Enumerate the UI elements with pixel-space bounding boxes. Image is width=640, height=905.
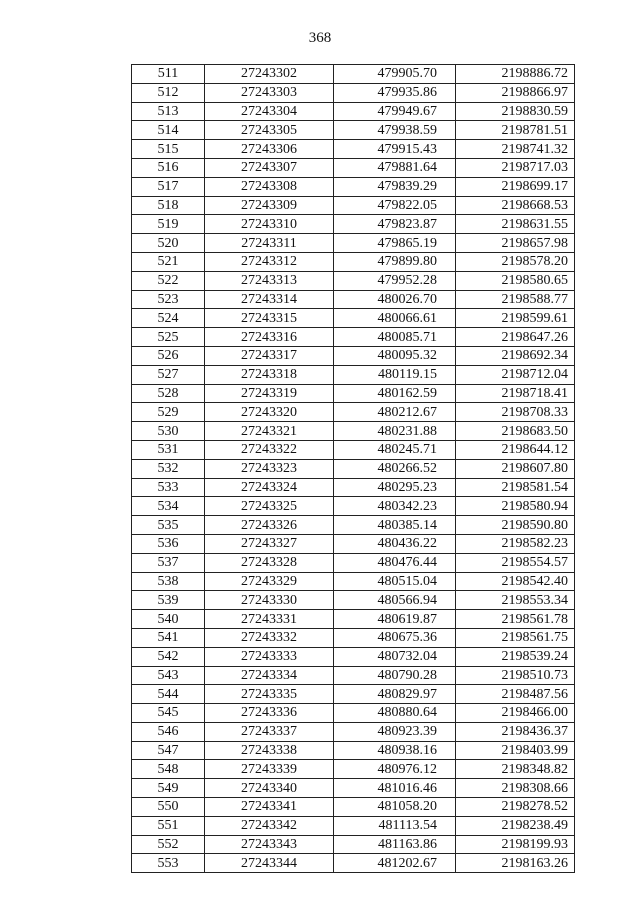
point-id-cell: 27243327 bbox=[205, 534, 334, 553]
y-coordinate-cell: 2198599.61 bbox=[456, 309, 575, 328]
table-row bbox=[132, 121, 575, 140]
y-coordinate-cell: 2198668.53 bbox=[456, 196, 575, 215]
table-row bbox=[132, 65, 575, 84]
point-number-cell: 547 bbox=[132, 741, 205, 760]
point-number-cell: 550 bbox=[132, 798, 205, 817]
table-row bbox=[132, 685, 575, 704]
point-number-cell: 541 bbox=[132, 628, 205, 647]
point-number-cell: 525 bbox=[132, 328, 205, 347]
x-coordinate-cell: 479822.05 bbox=[334, 196, 456, 215]
y-coordinate-cell: 2198582.23 bbox=[456, 534, 575, 553]
table-row bbox=[132, 779, 575, 798]
point-id-cell: 27243342 bbox=[205, 816, 334, 835]
point-id-cell: 27243308 bbox=[205, 177, 334, 196]
x-coordinate-cell: 480026.70 bbox=[334, 290, 456, 309]
x-coordinate-cell: 479899.80 bbox=[334, 252, 456, 271]
point-id-cell: 27243318 bbox=[205, 365, 334, 384]
table-row bbox=[132, 816, 575, 835]
point-id-cell: 27243344 bbox=[205, 854, 334, 873]
point-id-cell: 27243310 bbox=[205, 215, 334, 234]
point-id-cell: 27243339 bbox=[205, 760, 334, 779]
point-number-cell: 521 bbox=[132, 252, 205, 271]
point-id-cell: 27243326 bbox=[205, 516, 334, 535]
table-row bbox=[132, 177, 575, 196]
point-number-cell: 552 bbox=[132, 835, 205, 854]
y-coordinate-cell: 2198542.40 bbox=[456, 572, 575, 591]
x-coordinate-cell: 480231.88 bbox=[334, 422, 456, 441]
point-number-cell: 543 bbox=[132, 666, 205, 685]
y-coordinate-cell: 2198631.55 bbox=[456, 215, 575, 234]
point-number-cell: 523 bbox=[132, 290, 205, 309]
x-coordinate-cell: 480342.23 bbox=[334, 497, 456, 516]
point-id-cell: 27243325 bbox=[205, 497, 334, 516]
x-coordinate-cell: 479905.70 bbox=[334, 65, 456, 84]
x-coordinate-cell: 479839.29 bbox=[334, 177, 456, 196]
table-row bbox=[132, 534, 575, 553]
table-row bbox=[132, 422, 575, 441]
x-coordinate-cell: 480295.23 bbox=[334, 478, 456, 497]
point-id-cell: 27243323 bbox=[205, 459, 334, 478]
table-row bbox=[132, 572, 575, 591]
point-number-cell: 513 bbox=[132, 102, 205, 121]
y-coordinate-cell: 2198718.41 bbox=[456, 384, 575, 403]
point-id-cell: 27243330 bbox=[205, 591, 334, 610]
y-coordinate-cell: 2198238.49 bbox=[456, 816, 575, 835]
point-number-cell: 540 bbox=[132, 610, 205, 629]
point-number-cell: 522 bbox=[132, 271, 205, 290]
x-coordinate-cell: 479952.28 bbox=[334, 271, 456, 290]
y-coordinate-cell: 2198886.72 bbox=[456, 65, 575, 84]
x-coordinate-cell: 480566.94 bbox=[334, 591, 456, 610]
y-coordinate-cell: 2198199.93 bbox=[456, 835, 575, 854]
point-number-cell: 535 bbox=[132, 516, 205, 535]
point-number-cell: 529 bbox=[132, 403, 205, 422]
point-id-cell: 27243319 bbox=[205, 384, 334, 403]
table-row bbox=[132, 83, 575, 102]
y-coordinate-cell: 2198580.94 bbox=[456, 497, 575, 516]
x-coordinate-cell: 480266.52 bbox=[334, 459, 456, 478]
x-coordinate-cell: 480119.15 bbox=[334, 365, 456, 384]
table-row bbox=[132, 760, 575, 779]
point-id-cell: 27243313 bbox=[205, 271, 334, 290]
point-id-cell: 27243305 bbox=[205, 121, 334, 140]
table-row bbox=[132, 328, 575, 347]
point-id-cell: 27243329 bbox=[205, 572, 334, 591]
y-coordinate-cell: 2198581.54 bbox=[456, 478, 575, 497]
point-number-cell: 546 bbox=[132, 722, 205, 741]
x-coordinate-cell: 480385.14 bbox=[334, 516, 456, 535]
point-id-cell: 27243320 bbox=[205, 403, 334, 422]
point-id-cell: 27243332 bbox=[205, 628, 334, 647]
table-row bbox=[132, 704, 575, 723]
y-coordinate-cell: 2198866.97 bbox=[456, 83, 575, 102]
point-number-cell: 545 bbox=[132, 704, 205, 723]
y-coordinate-cell: 2198554.57 bbox=[456, 553, 575, 572]
y-coordinate-cell: 2198692.34 bbox=[456, 346, 575, 365]
y-coordinate-cell: 2198348.82 bbox=[456, 760, 575, 779]
point-number-cell: 539 bbox=[132, 591, 205, 610]
table-row bbox=[132, 140, 575, 159]
point-number-cell: 544 bbox=[132, 685, 205, 704]
point-id-cell: 27243322 bbox=[205, 440, 334, 459]
x-coordinate-cell: 480515.04 bbox=[334, 572, 456, 591]
x-coordinate-cell: 480085.71 bbox=[334, 328, 456, 347]
point-id-cell: 27243312 bbox=[205, 252, 334, 271]
y-coordinate-cell: 2198561.78 bbox=[456, 610, 575, 629]
y-coordinate-cell: 2198436.37 bbox=[456, 722, 575, 741]
point-id-cell: 27243309 bbox=[205, 196, 334, 215]
point-number-cell: 519 bbox=[132, 215, 205, 234]
y-coordinate-cell: 2198539.24 bbox=[456, 647, 575, 666]
x-coordinate-cell: 479938.59 bbox=[334, 121, 456, 140]
y-coordinate-cell: 2198590.80 bbox=[456, 516, 575, 535]
point-id-cell: 27243338 bbox=[205, 741, 334, 760]
x-coordinate-cell: 480162.59 bbox=[334, 384, 456, 403]
table-row bbox=[132, 271, 575, 290]
point-number-cell: 532 bbox=[132, 459, 205, 478]
point-number-cell: 514 bbox=[132, 121, 205, 140]
y-coordinate-cell: 2198487.56 bbox=[456, 685, 575, 704]
point-id-cell: 27243306 bbox=[205, 140, 334, 159]
y-coordinate-cell: 2198308.66 bbox=[456, 779, 575, 798]
y-coordinate-cell: 2198683.50 bbox=[456, 422, 575, 441]
point-id-cell: 27243307 bbox=[205, 158, 334, 177]
x-coordinate-cell: 479915.43 bbox=[334, 140, 456, 159]
table-row bbox=[132, 666, 575, 685]
point-number-cell: 528 bbox=[132, 384, 205, 403]
point-id-cell: 27243314 bbox=[205, 290, 334, 309]
point-number-cell: 527 bbox=[132, 365, 205, 384]
point-number-cell: 526 bbox=[132, 346, 205, 365]
table-row bbox=[132, 196, 575, 215]
x-coordinate-cell: 481202.67 bbox=[334, 854, 456, 873]
table-row bbox=[132, 628, 575, 647]
x-coordinate-cell: 480436.22 bbox=[334, 534, 456, 553]
table-row bbox=[132, 346, 575, 365]
y-coordinate-cell: 2198712.04 bbox=[456, 365, 575, 384]
page-number: 368 bbox=[308, 30, 332, 46]
table-row bbox=[132, 610, 575, 629]
y-coordinate-cell: 2198781.51 bbox=[456, 121, 575, 140]
point-number-cell: 520 bbox=[132, 234, 205, 253]
table-row bbox=[132, 591, 575, 610]
point-number-cell: 533 bbox=[132, 478, 205, 497]
x-coordinate-cell: 480938.16 bbox=[334, 741, 456, 760]
y-coordinate-cell: 2198717.03 bbox=[456, 158, 575, 177]
x-coordinate-cell: 480619.87 bbox=[334, 610, 456, 629]
point-number-cell: 542 bbox=[132, 647, 205, 666]
x-coordinate-cell: 480476.44 bbox=[334, 553, 456, 572]
table-row bbox=[132, 158, 575, 177]
y-coordinate-cell: 2198561.75 bbox=[456, 628, 575, 647]
table-row bbox=[132, 290, 575, 309]
point-id-cell: 27243316 bbox=[205, 328, 334, 347]
point-number-cell: 551 bbox=[132, 816, 205, 835]
y-coordinate-cell: 2198588.77 bbox=[456, 290, 575, 309]
table-row bbox=[132, 741, 575, 760]
point-id-cell: 27243303 bbox=[205, 83, 334, 102]
table-row bbox=[132, 854, 575, 873]
x-coordinate-cell: 481058.20 bbox=[334, 798, 456, 817]
x-coordinate-cell: 480095.32 bbox=[334, 346, 456, 365]
point-number-cell: 517 bbox=[132, 177, 205, 196]
point-id-cell: 27243331 bbox=[205, 610, 334, 629]
y-coordinate-cell: 2198607.80 bbox=[456, 459, 575, 478]
point-number-cell: 531 bbox=[132, 440, 205, 459]
point-id-cell: 27243328 bbox=[205, 553, 334, 572]
point-number-cell: 536 bbox=[132, 534, 205, 553]
point-id-cell: 27243302 bbox=[205, 65, 334, 84]
y-coordinate-cell: 2198657.98 bbox=[456, 234, 575, 253]
coordinates-table bbox=[131, 64, 575, 873]
point-id-cell: 27243336 bbox=[205, 704, 334, 723]
point-number-cell: 524 bbox=[132, 309, 205, 328]
table-row bbox=[132, 440, 575, 459]
table-row bbox=[132, 234, 575, 253]
point-id-cell: 27243321 bbox=[205, 422, 334, 441]
y-coordinate-cell: 2198578.20 bbox=[456, 252, 575, 271]
y-coordinate-cell: 2198553.34 bbox=[456, 591, 575, 610]
table-row bbox=[132, 647, 575, 666]
point-number-cell: 548 bbox=[132, 760, 205, 779]
table-row bbox=[132, 252, 575, 271]
y-coordinate-cell: 2198644.12 bbox=[456, 440, 575, 459]
table-row bbox=[132, 102, 575, 121]
table-row bbox=[132, 497, 575, 516]
table-row bbox=[132, 403, 575, 422]
table-row bbox=[132, 309, 575, 328]
table-row bbox=[132, 722, 575, 741]
table-row bbox=[132, 384, 575, 403]
point-number-cell: 549 bbox=[132, 779, 205, 798]
x-coordinate-cell: 480923.39 bbox=[334, 722, 456, 741]
point-number-cell: 537 bbox=[132, 553, 205, 572]
x-coordinate-cell: 480790.28 bbox=[334, 666, 456, 685]
point-id-cell: 27243333 bbox=[205, 647, 334, 666]
table-row bbox=[132, 478, 575, 497]
x-coordinate-cell: 479935.86 bbox=[334, 83, 456, 102]
point-number-cell: 516 bbox=[132, 158, 205, 177]
y-coordinate-cell: 2198741.32 bbox=[456, 140, 575, 159]
x-coordinate-cell: 480245.71 bbox=[334, 440, 456, 459]
point-id-cell: 27243317 bbox=[205, 346, 334, 365]
x-coordinate-cell: 481113.54 bbox=[334, 816, 456, 835]
x-coordinate-cell: 479881.64 bbox=[334, 158, 456, 177]
point-id-cell: 27243335 bbox=[205, 685, 334, 704]
y-coordinate-cell: 2198403.99 bbox=[456, 741, 575, 760]
table-row bbox=[132, 516, 575, 535]
point-id-cell: 27243304 bbox=[205, 102, 334, 121]
point-id-cell: 27243337 bbox=[205, 722, 334, 741]
x-coordinate-cell: 480066.61 bbox=[334, 309, 456, 328]
x-coordinate-cell: 479949.67 bbox=[334, 102, 456, 121]
y-coordinate-cell: 2198278.52 bbox=[456, 798, 575, 817]
y-coordinate-cell: 2198466.00 bbox=[456, 704, 575, 723]
y-coordinate-cell: 2198647.26 bbox=[456, 328, 575, 347]
point-number-cell: 511 bbox=[132, 65, 205, 84]
point-id-cell: 27243324 bbox=[205, 478, 334, 497]
table-row bbox=[132, 365, 575, 384]
y-coordinate-cell: 2198580.65 bbox=[456, 271, 575, 290]
point-number-cell: 538 bbox=[132, 572, 205, 591]
point-number-cell: 518 bbox=[132, 196, 205, 215]
x-coordinate-cell: 480212.67 bbox=[334, 403, 456, 422]
x-coordinate-cell: 480880.64 bbox=[334, 704, 456, 723]
x-coordinate-cell: 481163.86 bbox=[334, 835, 456, 854]
y-coordinate-cell: 2198699.17 bbox=[456, 177, 575, 196]
x-coordinate-cell: 480732.04 bbox=[334, 647, 456, 666]
point-id-cell: 27243311 bbox=[205, 234, 334, 253]
point-id-cell: 27243343 bbox=[205, 835, 334, 854]
y-coordinate-cell: 2198830.59 bbox=[456, 102, 575, 121]
x-coordinate-cell: 479823.87 bbox=[334, 215, 456, 234]
point-id-cell: 27243334 bbox=[205, 666, 334, 685]
x-coordinate-cell: 480976.12 bbox=[334, 760, 456, 779]
y-coordinate-cell: 2198510.73 bbox=[456, 666, 575, 685]
table-row bbox=[132, 835, 575, 854]
point-number-cell: 515 bbox=[132, 140, 205, 159]
table-row bbox=[132, 459, 575, 478]
coordinates-table-body bbox=[132, 65, 575, 873]
x-coordinate-cell: 480829.97 bbox=[334, 685, 456, 704]
point-number-cell: 512 bbox=[132, 83, 205, 102]
point-number-cell: 534 bbox=[132, 497, 205, 516]
y-coordinate-cell: 2198163.26 bbox=[456, 854, 575, 873]
point-id-cell: 27243315 bbox=[205, 309, 334, 328]
x-coordinate-cell: 481016.46 bbox=[334, 779, 456, 798]
x-coordinate-cell: 480675.36 bbox=[334, 628, 456, 647]
y-coordinate-cell: 2198708.33 bbox=[456, 403, 575, 422]
table-row bbox=[132, 553, 575, 572]
x-coordinate-cell: 479865.19 bbox=[334, 234, 456, 253]
point-id-cell: 27243340 bbox=[205, 779, 334, 798]
table-row bbox=[132, 798, 575, 817]
point-number-cell: 530 bbox=[132, 422, 205, 441]
point-id-cell: 27243341 bbox=[205, 798, 334, 817]
point-number-cell: 553 bbox=[132, 854, 205, 873]
table-row bbox=[132, 215, 575, 234]
